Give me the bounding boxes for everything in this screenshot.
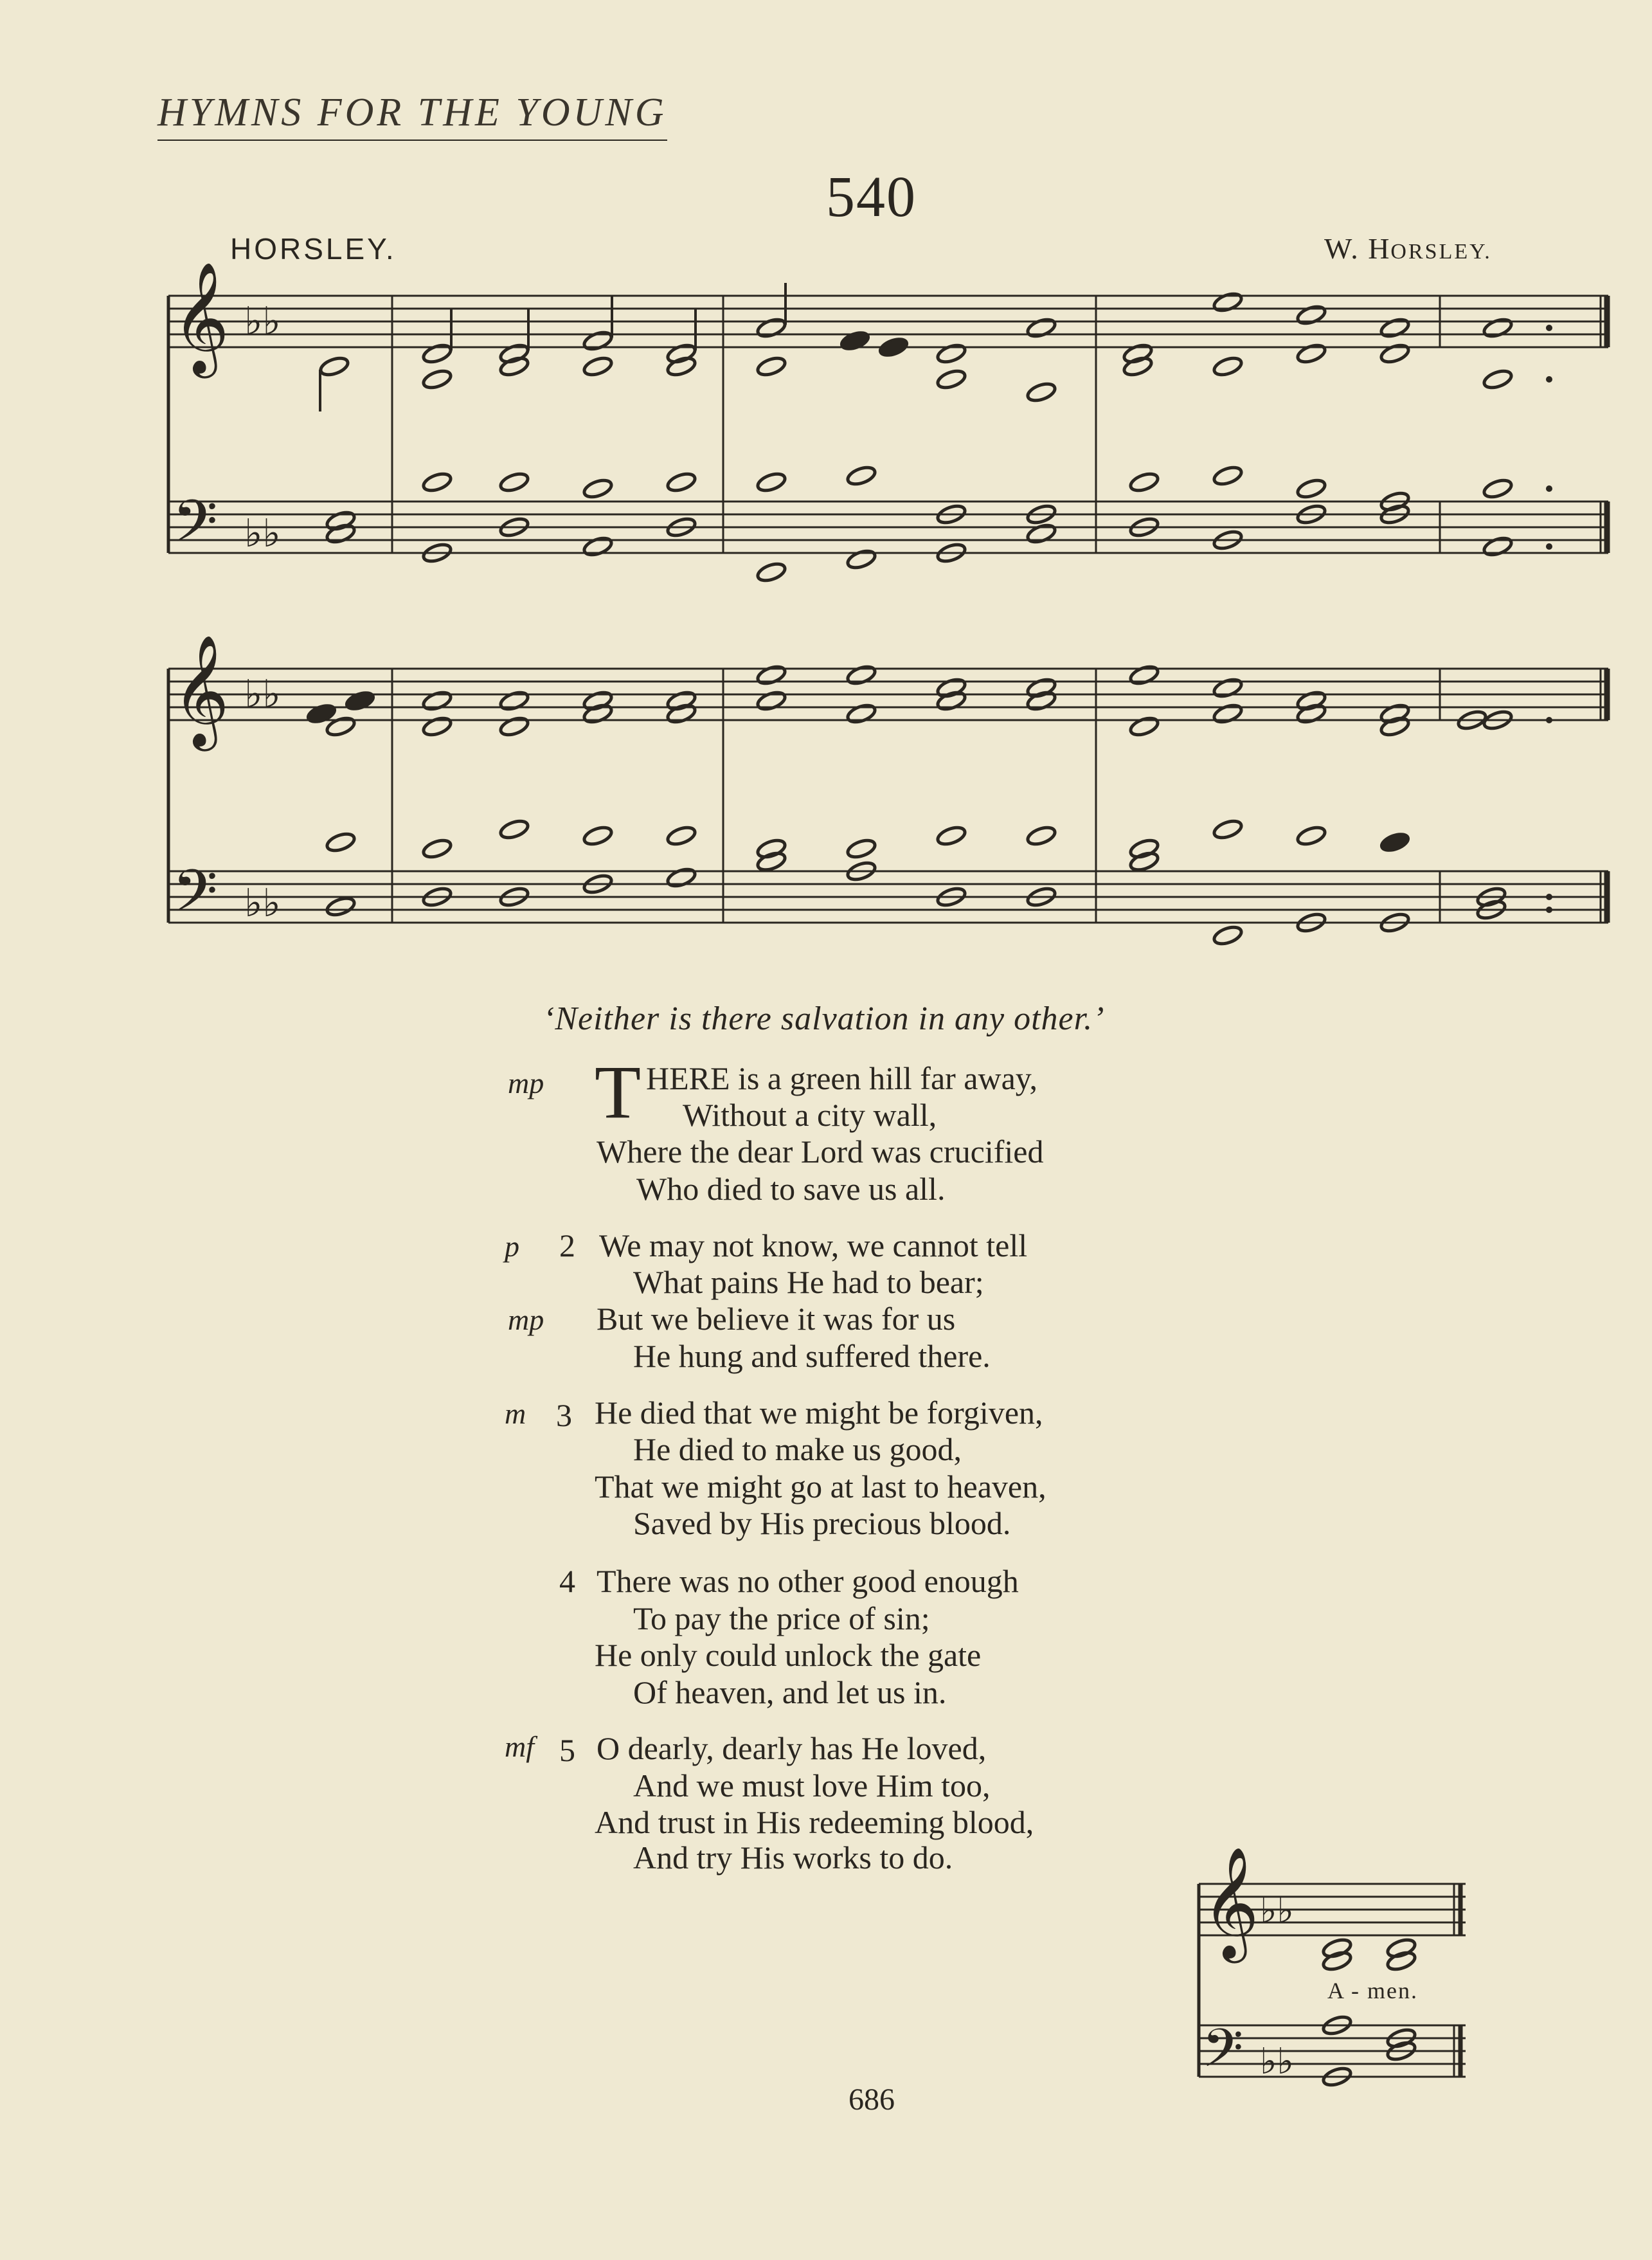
verse-line: Without a city wall,: [683, 1097, 937, 1133]
svg-text:𝄞: 𝄞: [1202, 1847, 1259, 1958]
dynamic-mark: mp: [508, 1067, 544, 1099]
verse-line: He died that we might be forgiven,: [595, 1395, 1043, 1431]
dynamic-mark: m: [505, 1397, 526, 1430]
verse-line: But we believe it was for us: [597, 1301, 956, 1337]
svg-text:♭♭: ♭♭: [1260, 1890, 1294, 1931]
verse-line: That we might go at last to heaven,: [595, 1469, 1046, 1505]
verse-line: There was no other good enough: [597, 1563, 1019, 1599]
notes-system-1: [319, 283, 1514, 584]
verse-line: And we must love Him too,: [633, 1767, 991, 1803]
svg-text:♭♭: ♭♭: [244, 511, 281, 556]
svg-text:♭♭: ♭♭: [244, 299, 281, 344]
verse-line: What pains He had to bear;: [633, 1264, 984, 1300]
verse-line: To pay the price of sin;: [633, 1600, 930, 1636]
svg-text:♭♭: ♭♭: [244, 672, 281, 717]
hymn-number: 540: [826, 165, 917, 229]
verse-number: 5: [559, 1732, 575, 1768]
verse-line: We may not know, we cannot tell: [599, 1227, 1028, 1263]
verse-number: 4: [559, 1563, 575, 1599]
composer-initial: W. H: [1324, 232, 1391, 265]
svg-text:𝄢: 𝄢: [172, 857, 218, 939]
drop-cap: T: [595, 1050, 642, 1134]
notes-system-2: [306, 664, 1514, 947]
verse-line: Of heaven, and let us in.: [633, 1674, 947, 1710]
treble-staff-2: [168, 669, 1608, 720]
verse-line: HERE is a green hill far away,: [646, 1060, 1038, 1096]
verse-line: And try His works to do.: [633, 1840, 953, 1876]
dynamic-mark: mf: [505, 1730, 534, 1763]
dynamic-mark: p: [505, 1230, 519, 1263]
svg-text:♭♭: ♭♭: [1260, 2041, 1294, 2083]
verse-line: Saved by His precious blood.: [633, 1505, 1011, 1541]
verse-number: 2: [559, 1227, 575, 1263]
dynamic-mark: mp: [508, 1303, 544, 1336]
composer-rest: ORSLEY.: [1390, 240, 1492, 264]
svg-text:𝄞: 𝄞: [172, 635, 229, 746]
verse-line: He died to make us good,: [633, 1431, 962, 1467]
verse-line: He only could unlock the gate: [595, 1637, 982, 1673]
verse-line: Who died to save us all.: [636, 1171, 946, 1207]
verse-line: Where the dear Lord was crucified: [597, 1134, 1044, 1170]
svg-text:𝄢: 𝄢: [1202, 2017, 1244, 2092]
verse-line: And trust in His redeeming blood,: [595, 1804, 1034, 1840]
tune-name: HORSLEY.: [230, 232, 397, 266]
page-number: 686: [848, 2083, 895, 2117]
verse-line: He hung and suffered there.: [633, 1338, 991, 1374]
svg-text:♭♭: ♭♭: [244, 881, 281, 926]
verse-line: O dearly, dearly has He loved,: [597, 1730, 987, 1766]
epigraph: ‘Neither is there salvation in any other.’: [543, 1000, 1105, 1037]
svg-text:𝄢: 𝄢: [172, 487, 218, 570]
running-head: HYMNS FOR THE YOUNG: [157, 90, 667, 141]
svg-text:𝄞: 𝄞: [172, 262, 229, 374]
verse-number: 3: [556, 1397, 572, 1433]
amen-label: A - men.: [1327, 1978, 1418, 2003]
